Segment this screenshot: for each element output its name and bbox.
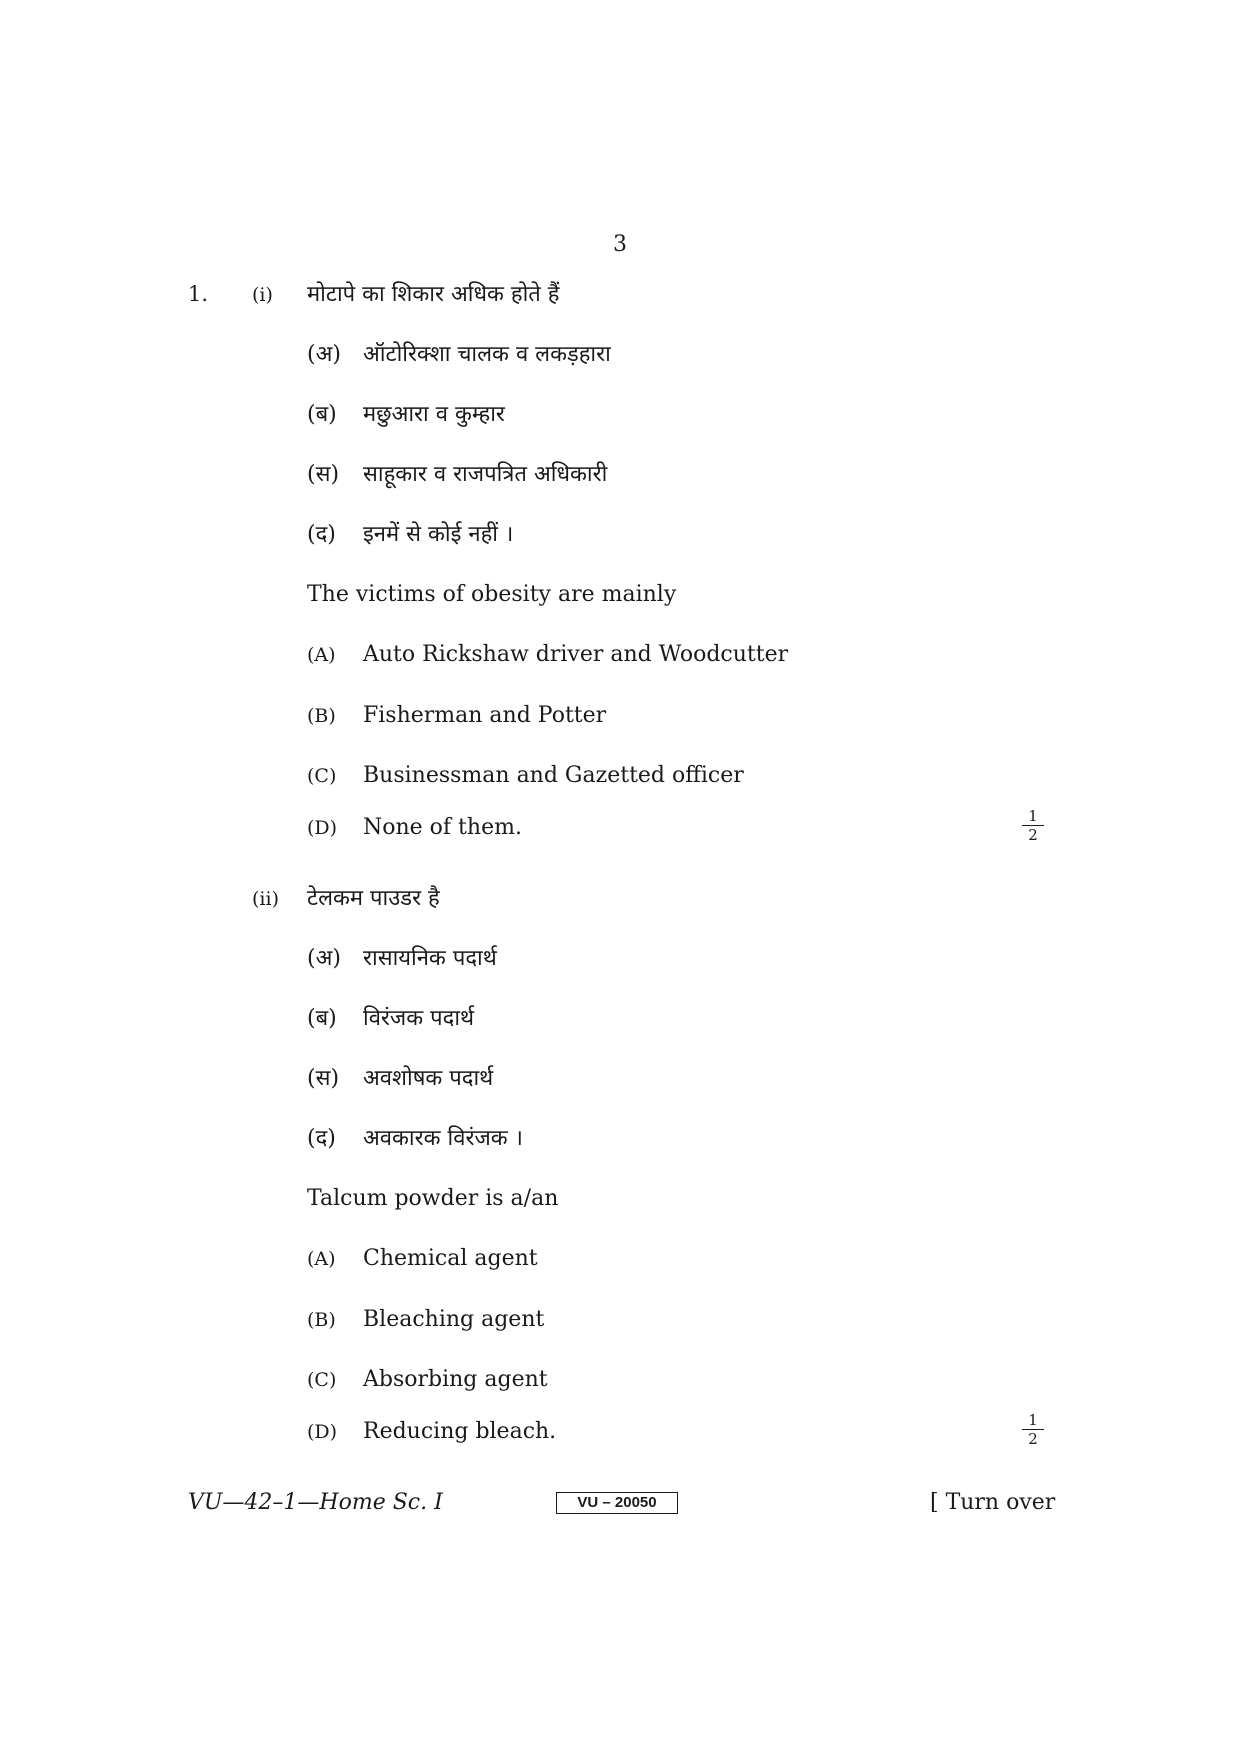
option-text: मछुआरा व कुम्हार (363, 402, 505, 427)
option-text: अवकारक विरंजक । (363, 1126, 524, 1151)
english-option (307, 1419, 556, 1444)
hindi-stem: मोटापे का शिकार अधिक होते हैं (307, 282, 560, 307)
option-text: Auto Rickshaw driver and Woodcutter (363, 642, 789, 667)
option-text: विरंजक पदार्थ (363, 1006, 475, 1031)
english-option (307, 815, 522, 840)
english-option (307, 703, 606, 728)
marks-numerator: 1 (1022, 808, 1044, 826)
question-number: 1. (188, 282, 209, 306)
english-option (307, 763, 744, 788)
option-text: इनमें से कोई नहीं । (363, 522, 514, 547)
english-option (307, 642, 788, 667)
hindi-option (307, 942, 497, 972)
option-label: (B) (307, 1309, 336, 1331)
hindi-stem: टेलकम पाउडर है (307, 886, 440, 911)
hindi-option (307, 458, 607, 488)
english-stem: Talcum powder is a/an (307, 1186, 559, 1211)
option-text: Businessman and Gazetted officer (363, 763, 744, 788)
option-label: (C) (307, 1369, 337, 1391)
marks-numerator: 1 (1022, 1412, 1044, 1430)
option-text: अवशोषक पदार्थ (363, 1066, 494, 1091)
option-label: (D) (307, 1421, 338, 1443)
option-text: Bleaching agent (363, 1307, 545, 1332)
option-label: (अ) (307, 946, 341, 971)
option-label: (B) (307, 705, 336, 727)
hindi-option (307, 338, 611, 368)
english-option (307, 1246, 538, 1271)
english-option (307, 1307, 544, 1332)
option-label: (A) (307, 1248, 336, 1270)
option-label: (C) (307, 765, 337, 787)
marks-denominator: 2 (1028, 1430, 1038, 1448)
part-label: (ii) (252, 888, 279, 910)
footer-paper-code: VU—42–1—Home Sc. I (188, 1490, 443, 1515)
option-label: (D) (307, 817, 338, 839)
footer-code-box: VU – 20050 (556, 1492, 678, 1514)
option-label: (द) (307, 1126, 336, 1151)
option-label: (स) (307, 462, 340, 487)
hindi-option (307, 1002, 474, 1032)
english-stem: The victims of obesity are mainly (307, 582, 677, 607)
option-label: (द) (307, 522, 336, 547)
footer-turn-over: [ Turn over (930, 1490, 1056, 1515)
hindi-option (307, 1062, 493, 1092)
option-label: (अ) (307, 342, 341, 367)
option-label: (ब) (307, 1006, 337, 1031)
option-text: ऑटोरिक्शा चालक व लकड़हारा (363, 342, 611, 367)
english-option (307, 1367, 548, 1392)
option-text: Reducing bleach. (363, 1419, 557, 1444)
option-text: None of them. (363, 815, 522, 840)
option-text: Absorbing agent (363, 1367, 548, 1392)
option-text: Chemical agent (363, 1246, 538, 1271)
option-text: रासायनिक पदार्थ (363, 946, 497, 971)
marks-fraction (1022, 808, 1044, 843)
option-text: साहूकार व राजपत्रित अधिकारी (363, 462, 608, 487)
option-text: Fisherman and Potter (363, 703, 607, 728)
hindi-option (307, 1122, 523, 1152)
hindi-option (307, 518, 513, 548)
option-label: (A) (307, 644, 336, 666)
option-label: (स) (307, 1066, 340, 1091)
hindi-option (307, 398, 505, 428)
marks-fraction (1022, 1412, 1044, 1447)
part-label: (i) (252, 284, 273, 306)
option-label: (ब) (307, 402, 337, 427)
page-number: 3 (613, 232, 627, 257)
marks-denominator: 2 (1028, 826, 1038, 844)
